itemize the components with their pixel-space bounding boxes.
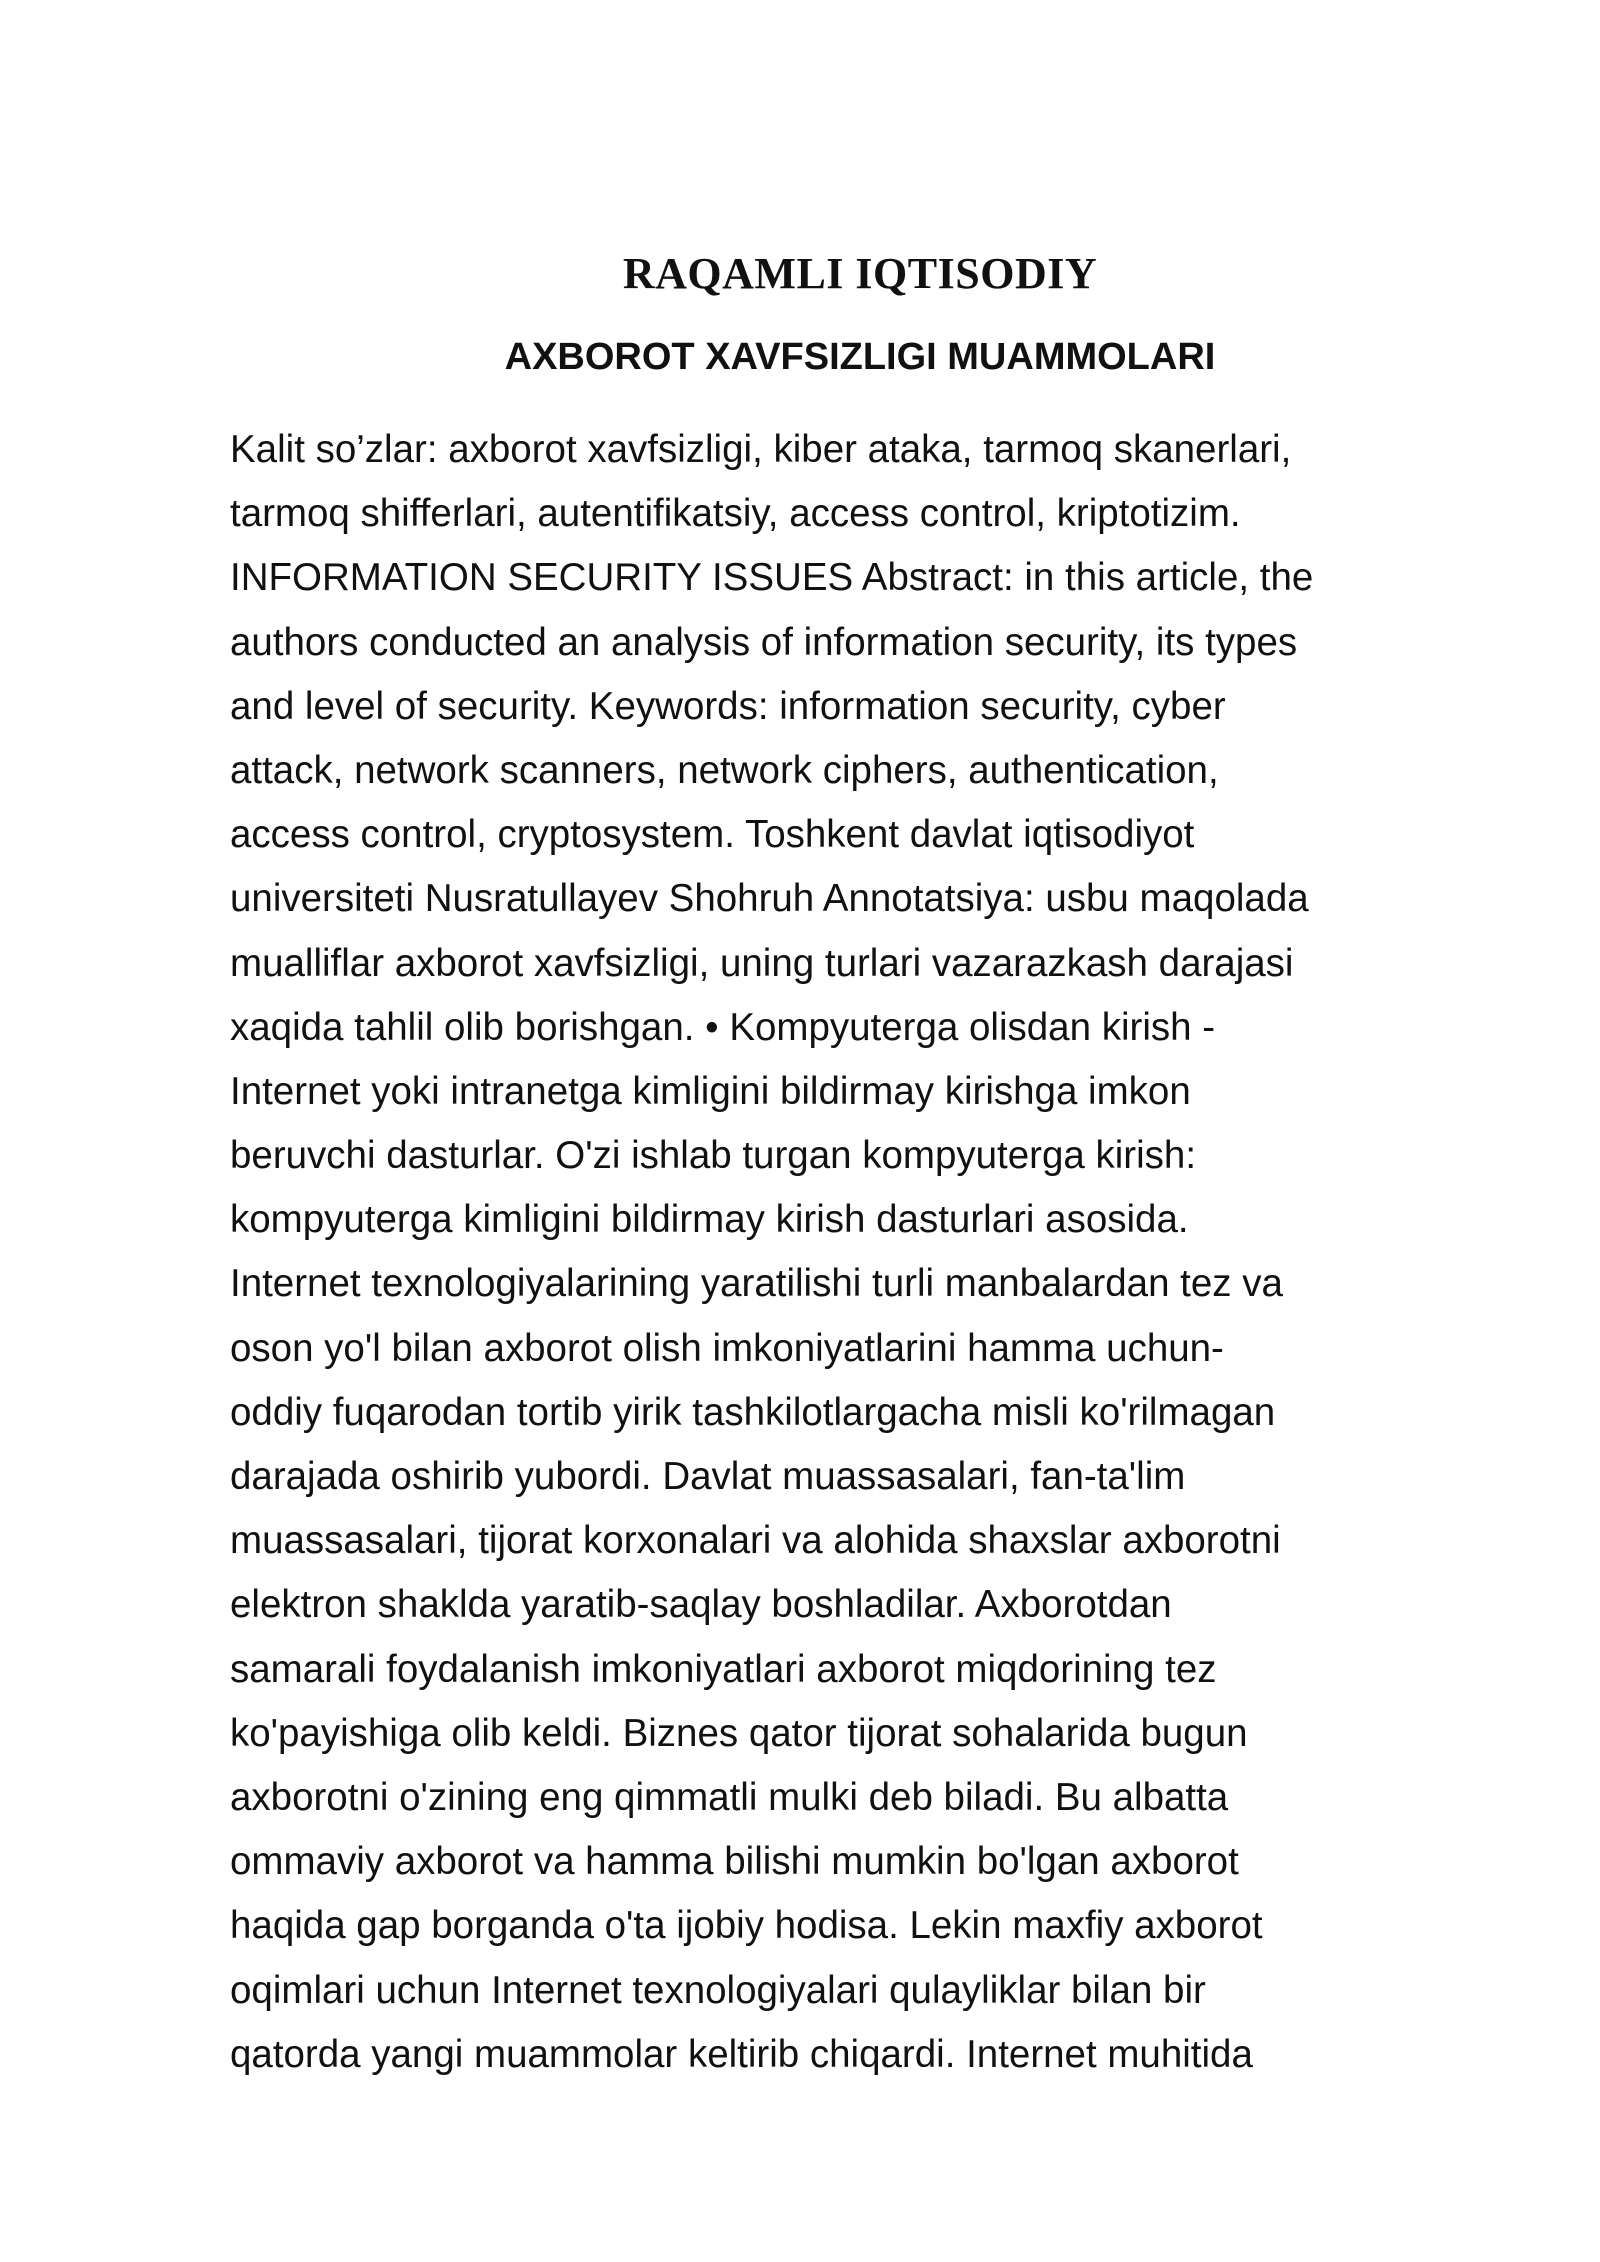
body-text-line: access control, cryptosystem. Toshkent davlat iqtisodiyot [230,813,1195,857]
body-text-line: beruvchi dasturlar. O'zi ishlab turgan kompyuterga kirish: [230,1134,1197,1178]
body-text-line: oddiy fuqarodan tortib yirik tashkilotlargacha misli ko'rilmagan [230,1390,1276,1434]
body-text-line: tarmoq shifferlari, autentifikatsiy, access control, kriptotizim. [230,492,1241,536]
body-text-line: qatorda yangi muammolar keltirib chiqardi. Internet muhitida [230,2032,1253,2076]
body-text-line: kompyuterga kimligini bildirmay kirish dasturlari asosida. [230,1198,1189,1242]
body-text-line: mualliflar axborot xavfsizligi, uning turlari vazarazkash darajasi [230,941,1294,985]
body-text-line: oqimlari uchun Internet texnologiyalari qulayliklar bilan bir [230,1968,1206,2012]
body-text-line: muassasalari, tijorat korxonalari va alohida shaxslar axborotni [230,1519,1281,1563]
body-text-line: darajada oshirib yubordi. Davlat muassasalari, fan-ta'lim [230,1455,1186,1498]
body-text-line: authors conducted an analysis of information security, its types [230,620,1298,664]
body-text-line: Internet yoki intranetga kimligini bildirmay kirishga imkon [230,1069,1191,1113]
body-text-line: Kalit so’zlar: axborot xavfsizligi, kiber ataka, tarmoq skanerlari, [230,428,1292,471]
body-text-line: xaqida tahlil olib borishgan. • Kompyuterga olisdan kirish - [230,1005,1216,1049]
body-text-line: oson yo'l bilan axborot olish imkoniyatlarini hamma uchun- [230,1326,1224,1370]
body-text-line: universiteti Nusratullayev Shohruh Annotatsiya: usbu maqolada [230,877,1309,921]
body-text-line: elektron shaklda yaratib-saqlay boshladilar. Axborotdan [230,1583,1172,1627]
document-title: RAQAMLI IQTISODIY [622,249,1098,298]
document-subtitle: AXBOROT XAVFSIZLIGI MUAMMOLARI [504,336,1216,378]
body-text-line: Internet texnologiyalarining yaratilishi turli manbalardan tez va [230,1262,1283,1306]
body-text-line: attack, network scanners, network ciphers, authentication, [230,748,1219,792]
body-text-line: ko'payishiga olib keldi. Biznes qator tijorat sohalarida bugun [230,1711,1248,1755]
body-text-line: and level of security. Keywords: information security, cyber [230,684,1226,728]
body-text-line: haqida gap borganda o'ta ijobiy hodisa. Lekin maxfiy axborot [230,1904,1263,1948]
document-body [230,418,1520,2087]
body-text-line: INFORMATION SECURITY ISSUES Abstract: in this article, the [230,556,1314,600]
body-text-line: ommaviy axborot va hamma bilishi mumkin bo'lgan axborot [230,1840,1239,1884]
body-text-line: axborotni o'zining eng qimmatli mulki deb biladi. Bu albatta [230,1775,1229,1819]
body-text-line: samarali foydalanish imkoniyatlari axborot miqdorining tez [230,1647,1217,1691]
